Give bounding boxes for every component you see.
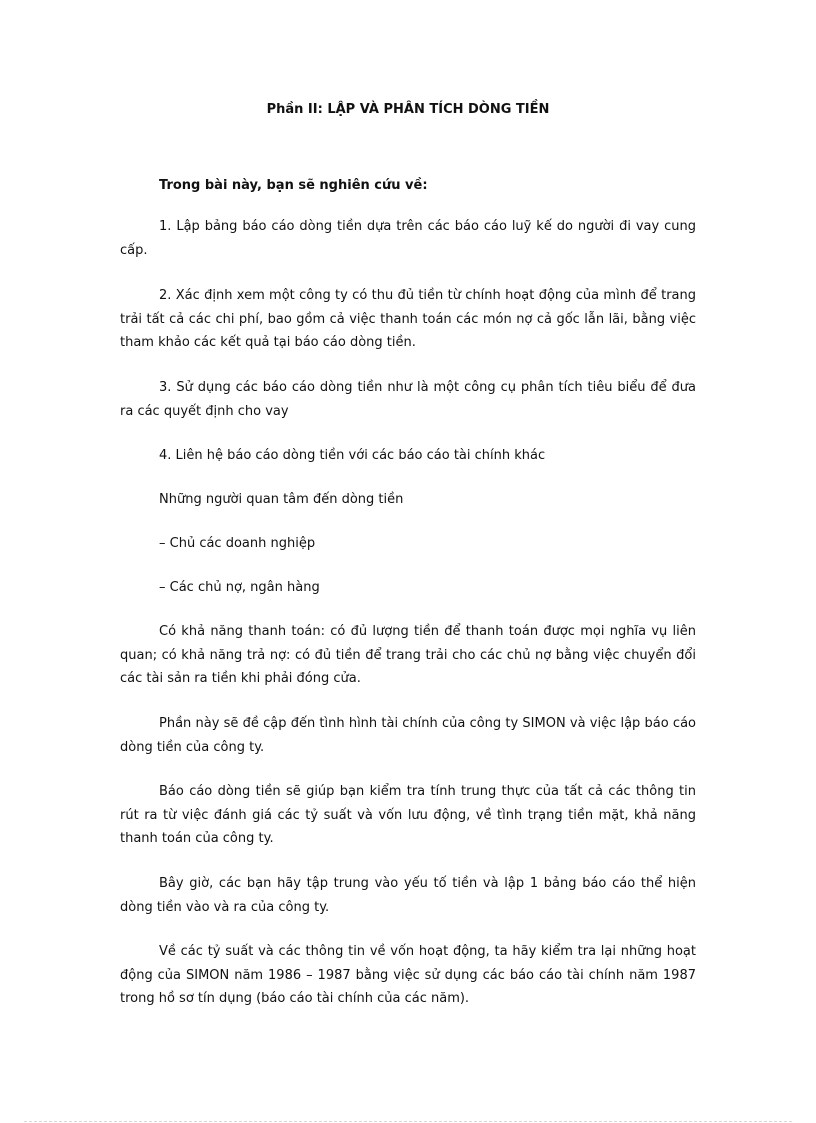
intro-heading-block (120, 174, 696, 198)
list-item-creditors: – Các chủ nợ, ngân hàng (159, 580, 320, 595)
paragraph-solvency: Có khả năng thanh toán: có đủ lượng tiền để thanh toán được mọi nghĩa vụ liên quan; có khả năng trả nợ: có đủ tiền để trang trải cho các chủ nợ bằng việc chuyển đổi các tài sản ra tiền khi phải đóng cửa. (120, 624, 696, 686)
paragraph-block (120, 215, 696, 262)
paragraph-block (120, 620, 696, 691)
document-title: Phần II: LẬP VÀ PHÂN TÍCH DÒNG TIỀN (266, 102, 550, 117)
paragraph-block (120, 532, 696, 556)
paragraph-block (120, 712, 696, 759)
paragraph-block (120, 872, 696, 919)
paragraph-block (120, 444, 696, 468)
paragraph-block (120, 576, 696, 600)
paragraph-focus-cash: Bây giờ, các bạn hãy tập trung vào yếu tố tiền và lập 1 bảng báo cáo thể hiện dòng tiền vào và ra của công ty. (120, 876, 696, 915)
paragraph-cashflow-benefit: Báo cáo dòng tiền sẽ giúp bạn kiểm tra tính trung thực của tất cả các thông tin rút ra từ việc đánh giá các tỷ suất và vốn lưu động, về tình trạng tiền mặt, khả năng thanh toán của công ty. (120, 784, 696, 846)
list-item-owners: – Chủ các doanh nghiệp (159, 536, 316, 551)
paragraph-block (120, 940, 696, 1011)
paragraph-ratios-review: Về các tỷ suất và các thông tin về vốn hoạt động, ta hãy kiểm tra lại những hoạt động của SIMON năm 1986 – 1987 bằng việc sử dụng các báo cáo tài chính năm 1987 trong hồ sơ tín dụng (báo cáo tài chính của các năm). (120, 944, 696, 1006)
page-bottom-rule (24, 1121, 792, 1122)
paragraph-block (120, 284, 696, 355)
intro-heading: Trong bài này, bạn sẽ nghiên cứu về: (159, 178, 428, 193)
paragraph-block (120, 376, 696, 423)
paragraph-objective-1: 1. Lập bảng báo cáo dòng tiền dựa trên các báo cáo luỹ kế do người đi vay cung cấp. (120, 219, 696, 258)
paragraph-objective-4: 4. Liên hệ báo cáo dòng tiền với các báo cáo tài chính khác (159, 448, 546, 463)
paragraph-objective-2: 2. Xác định xem một công ty có thu đủ tiền từ chính hoạt động của mình để trang trải tất cả các chi phí, bao gồm cả việc thanh toán các món nợ cả gốc lẫn lãi, bằng việc tham khảo các kết quả tại báo cáo dòng tiền. (120, 288, 696, 350)
paragraph-simon-intro: Phần này sẽ đề cập đến tình hình tài chính của công ty SIMON và việc lập báo cáo dòng tiền của công ty. (120, 716, 696, 755)
paragraph-block (120, 780, 696, 851)
paragraph-stakeholders: Những người quan tâm đến dòng tiền (159, 492, 404, 507)
paragraph-block (120, 488, 696, 512)
paragraph-objective-3: 3. Sử dụng các báo cáo dòng tiền như là một công cụ phân tích tiêu biểu để đưa ra các quyết định cho vay (120, 380, 696, 419)
